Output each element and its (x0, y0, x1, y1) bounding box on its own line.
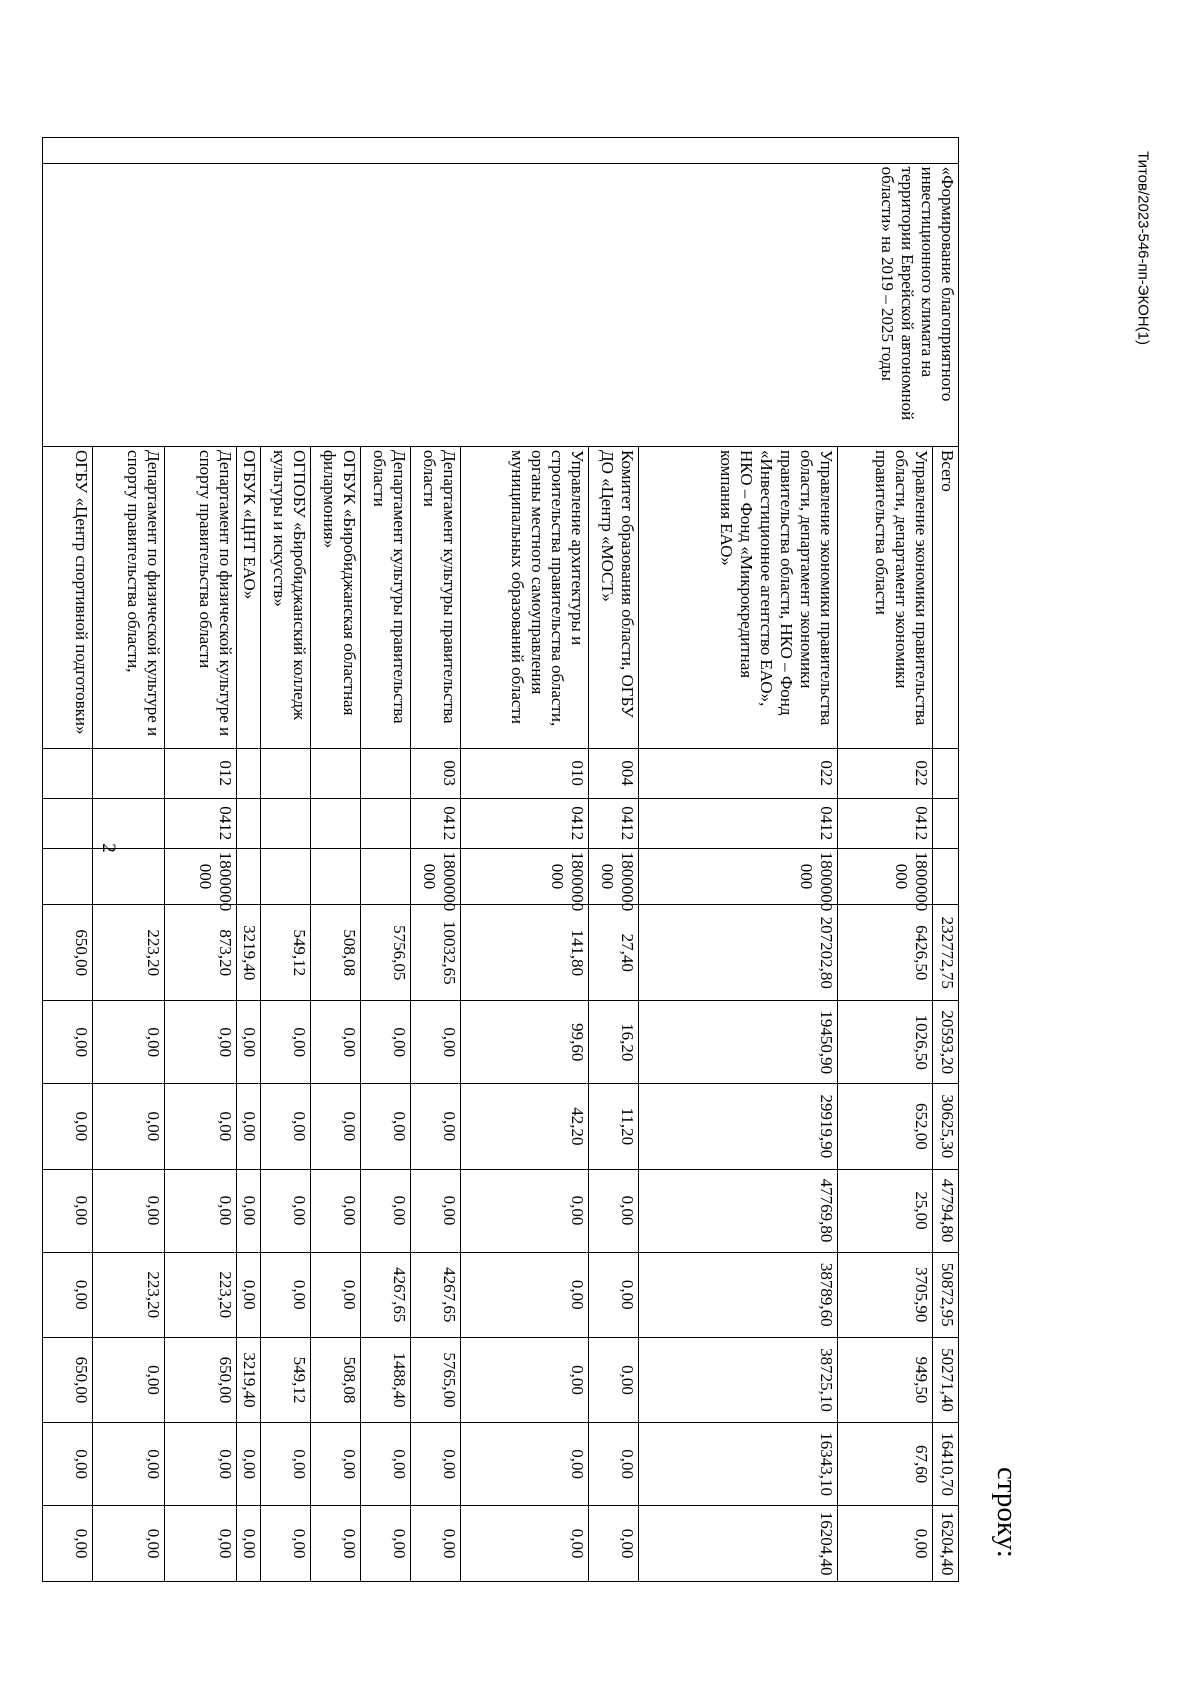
amount-cell: 0,00 (165, 1423, 237, 1506)
amount-cell: 0,00 (361, 1423, 411, 1506)
target-article-cell (361, 848, 411, 904)
target-article-cell (933, 848, 959, 904)
amount-cell: 0,00 (311, 1423, 361, 1506)
grbs-cell (43, 748, 93, 798)
amount-cell: 0,00 (93, 1169, 165, 1252)
amount-cell: 16,20 (589, 1001, 639, 1084)
amount-cell: 0,00 (93, 1337, 165, 1422)
amount-cell: 508,08 (311, 1337, 361, 1422)
amount-cell: 223,20 (165, 1252, 237, 1337)
amount-cell: 11,20 (589, 1084, 639, 1169)
amount-cell: 0,00 (311, 1001, 361, 1084)
grbs-cell (261, 748, 311, 798)
amount-cell: 19450,90 (639, 1001, 838, 1084)
amount-cell: 42,20 (461, 1084, 589, 1169)
target-article-cell: 1800000 000 (589, 848, 639, 904)
section-cell (93, 798, 165, 848)
amount-cell: 0,00 (361, 1084, 411, 1169)
amount-cell: 27,40 (589, 905, 639, 1001)
grbs-cell (311, 748, 361, 798)
executor-cell: Управление экономики правительства области, департамент экономики правительства области, НКО – Фонд «Инвестиционное агентство ЕАО», НКО – Фонд «Микрокредитная компания ЕАО» (639, 447, 838, 749)
lead-text: строку: (991, 1467, 1023, 1558)
amount-cell: 0,00 (43, 1001, 93, 1084)
amount-cell: 0,00 (411, 1423, 461, 1506)
section-cell (261, 798, 311, 848)
amount-cell: 38789,60 (639, 1252, 838, 1337)
amount-cell: 0,00 (43, 1169, 93, 1252)
amount-cell: 652,00 (838, 1084, 933, 1169)
amount-cell: 650,00 (43, 905, 93, 1001)
amount-cell: 0,00 (461, 1423, 589, 1506)
section-cell: 0412 (411, 798, 461, 848)
amount-cell: 0,00 (237, 1423, 261, 1506)
amount-cell: 1026,50 (838, 1001, 933, 1084)
section-cell: 0412 (838, 798, 933, 848)
amount-cell: 0,00 (237, 1169, 261, 1252)
amount-cell: 0,00 (589, 1252, 639, 1337)
executor-cell: Всего (933, 447, 959, 749)
amount-cell: 0,00 (165, 1506, 237, 1582)
grbs-cell: 022 (639, 748, 838, 798)
amount-cell: 0,00 (261, 1252, 311, 1337)
amount-cell: 0,00 (261, 1169, 311, 1252)
amount-cell: 0,00 (165, 1084, 237, 1169)
amount-cell: 0,00 (237, 1001, 261, 1084)
amount-cell: 16204,40 (933, 1506, 959, 1582)
target-article-cell: 1800000 000 (411, 848, 461, 904)
amount-cell: 3705,90 (838, 1252, 933, 1337)
amount-cell: 0,00 (165, 1169, 237, 1252)
amount-cell: 38725,10 (639, 1337, 838, 1422)
program-name-cell: «Формирование благоприятного инвестиционного климата на территории Еврейской автономной области» на 2019 – 2025 годы (43, 163, 959, 446)
section-cell: 0412 (165, 798, 237, 848)
amount-cell: 0,00 (589, 1423, 639, 1506)
amount-cell: 0,00 (237, 1506, 261, 1582)
amount-cell: 0,00 (43, 1506, 93, 1582)
amount-cell: 223,20 (93, 905, 165, 1001)
amount-cell: 30625,30 (933, 1084, 959, 1169)
grbs-cell (933, 748, 959, 798)
amount-cell: 650,00 (165, 1337, 237, 1422)
section-cell: 0412 (639, 798, 838, 848)
amount-cell: 873,20 (165, 905, 237, 1001)
section-cell (237, 798, 261, 848)
amount-cell: 223,20 (93, 1252, 165, 1337)
amount-cell: 0,00 (93, 1001, 165, 1084)
grbs-cell: 010 (461, 748, 589, 798)
amount-cell: 0,00 (261, 1423, 311, 1506)
amount-cell: 16204,40 (639, 1506, 838, 1582)
amount-cell: 99,60 (461, 1001, 589, 1084)
amount-cell: 141,80 (461, 905, 589, 1001)
amount-cell: 0,00 (461, 1337, 589, 1422)
amount-cell: 0,00 (43, 1423, 93, 1506)
executor-cell: Департамент культуры правительства области (411, 447, 461, 749)
amount-cell: 0,00 (261, 1001, 311, 1084)
amount-cell: 50271,40 (933, 1337, 959, 1422)
amount-cell: 0,00 (93, 1084, 165, 1169)
amount-cell: 0,00 (589, 1337, 639, 1422)
budget-table (42, 137, 959, 1582)
amount-cell: 0,00 (361, 1169, 411, 1252)
executor-cell: ОГПОБУ «Биробиджанский колледж культуры и искусств» (261, 447, 311, 749)
document-code: Титов/2023-546-пп-ЭКОН(1) (1134, 151, 1152, 345)
amount-cell: 47794,80 (933, 1169, 959, 1252)
amount-cell: 0,00 (261, 1084, 311, 1169)
grbs-cell (237, 748, 261, 798)
executor-cell: Департамент по физической культуре и спорту правительства области (165, 447, 237, 749)
grbs-cell: 022 (838, 748, 933, 798)
amount-cell: 0,00 (165, 1001, 237, 1084)
section-cell (361, 798, 411, 848)
amount-cell: 0,00 (361, 1506, 411, 1582)
amount-cell: 0,00 (411, 1506, 461, 1582)
amount-cell: 25,00 (838, 1169, 933, 1252)
amount-cell: 5765,00 (411, 1337, 461, 1422)
target-article-cell (237, 848, 261, 904)
executor-cell: ОГБУК «ЦНТ ЕАО» (237, 447, 261, 749)
amount-cell: 0,00 (589, 1506, 639, 1582)
amount-cell: 0,00 (361, 1001, 411, 1084)
target-article-cell: 1800000 000 (461, 848, 589, 904)
section-cell (933, 798, 959, 848)
amount-cell: 5756,05 (361, 905, 411, 1001)
amount-cell: 0,00 (93, 1423, 165, 1506)
amount-cell: 207202,80 (639, 905, 838, 1001)
target-article-cell: 1800000 000 (838, 848, 933, 904)
amount-cell: 50872,95 (933, 1252, 959, 1337)
amount-cell: 0,00 (461, 1169, 589, 1252)
target-article-cell (261, 848, 311, 904)
grbs-cell (361, 748, 411, 798)
executor-cell: Департамент по физической культуре и спорту правительства области, (93, 447, 165, 749)
amount-cell: 3219,40 (237, 905, 261, 1001)
target-article-cell: 1800000 000 (165, 848, 237, 904)
amount-cell: 0,00 (311, 1169, 361, 1252)
amount-cell: 16343,10 (639, 1423, 838, 1506)
executor-cell: ОГБУ «Центр спортивной подготовки» (43, 447, 93, 749)
amount-cell: 0,00 (237, 1252, 261, 1337)
rotated-page-content (72, 137, 1051, 1582)
amount-cell: 0,00 (311, 1506, 361, 1582)
amount-cell: 232772,75 (933, 905, 959, 1001)
section-cell (43, 798, 93, 848)
amount-cell: 0,00 (411, 1001, 461, 1084)
target-article-cell (311, 848, 361, 904)
amount-cell: 0,00 (589, 1169, 639, 1252)
grbs-cell: 012 (165, 748, 237, 798)
amount-cell: 650,00 (43, 1337, 93, 1422)
amount-cell: 0,00 (411, 1084, 461, 1169)
executor-cell: Комитет образования области, ОГБУ ДО «Центр «МОСТ» (589, 447, 639, 749)
amount-cell: 0,00 (261, 1506, 311, 1582)
target-article-cell (93, 848, 165, 904)
amount-cell: 949,50 (838, 1337, 933, 1422)
amount-cell: 0,00 (237, 1084, 261, 1169)
amount-cell: 0,00 (311, 1252, 361, 1337)
grbs-cell: 003 (411, 748, 461, 798)
amount-cell: 0,00 (93, 1506, 165, 1582)
section-cell: 0412 (461, 798, 589, 848)
amount-cell: 549,12 (261, 905, 311, 1001)
amount-cell: 0,00 (43, 1084, 93, 1169)
amount-cell: 67,60 (838, 1423, 933, 1506)
executor-cell: Управление экономики правительства области, департамент экономики правительства области (838, 447, 933, 749)
empty-cell (43, 138, 959, 164)
amount-cell: 6426,50 (838, 905, 933, 1001)
table-row (933, 138, 959, 1582)
amount-cell: 3219,40 (237, 1337, 261, 1422)
amount-cell: 10032,65 (411, 905, 461, 1001)
amount-cell: 0,00 (311, 1084, 361, 1169)
amount-cell: 1488,40 (361, 1337, 411, 1422)
executor-cell: Департамент культуры правительства области (361, 447, 411, 749)
section-cell: 0412 (589, 798, 639, 848)
amount-cell: 549,12 (261, 1337, 311, 1422)
target-article-cell: 1800000 000 (639, 848, 838, 904)
amount-cell: 0,00 (838, 1506, 933, 1582)
executor-cell: Управление архитектуры и строительства правительства области, органы местного самоуправления муниципальных образований области (461, 447, 589, 749)
grbs-cell (93, 748, 165, 798)
page-number: 2 (98, 843, 119, 853)
amount-cell: 0,00 (43, 1252, 93, 1337)
amount-cell: 16410,70 (933, 1423, 959, 1506)
amount-cell: 508,08 (311, 905, 361, 1001)
amount-cell: 4267,65 (411, 1252, 461, 1337)
amount-cell: 0,00 (461, 1252, 589, 1337)
amount-cell: 0,00 (411, 1169, 461, 1252)
amount-cell: 20593,20 (933, 1001, 959, 1084)
amount-cell: 29919,90 (639, 1084, 838, 1169)
grbs-cell: 004 (589, 748, 639, 798)
target-article-cell (43, 848, 93, 904)
amount-cell: 0,00 (461, 1506, 589, 1582)
section-cell (311, 798, 361, 848)
executor-cell: ОГБУК «Биробиджанская областная филармония» (311, 447, 361, 749)
amount-cell: 47769,80 (639, 1169, 838, 1252)
amount-cell: 4267,65 (361, 1252, 411, 1337)
